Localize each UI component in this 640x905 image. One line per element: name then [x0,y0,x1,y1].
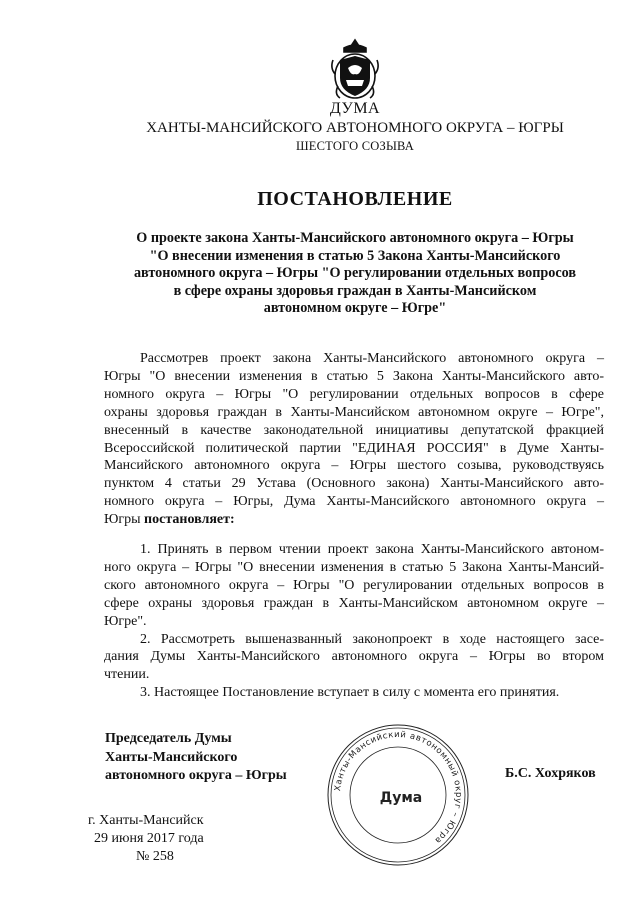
signatory-title-line: Ханты-Мансийского [105,749,238,765]
signatory-name: Б.С. Хохряков [505,766,596,781]
item-line: сфере охраны здоровья граждан в Ханты-Мансийском автономном округе – [104,595,604,611]
item-line: ского автономного округа – Югры "О регулировании отдельных вопросов в [104,577,604,593]
subject-line: автономном округе – Югре" [263,300,447,317]
item-line: 2. Рассмотреть вышеназванный законопроект в ходе настоящего засе- [140,631,604,647]
item-line: Югре". [104,613,147,629]
preamble-line: пунктом 4 статьи 29 Устава (Основного закона) Ханты-Мансийского авто- [104,476,604,492]
document-place: г. Ханты-Мансийск [88,813,204,828]
preamble-line: номного округа – Югры "О регулировании отдельных вопросов в сфере [104,386,604,402]
resolution-items [104,541,604,702]
org-region: ХАНТЫ-МАНСИЙСКОГО АВТОНОМНОГО ОКРУГА – ЮГРЫ [146,120,564,136]
org-convocation: ШЕСТОГО СОЗЫВА [295,139,415,153]
preamble-line: Рассмотрев проект закона Ханты-Мансийского автономного округа – [140,351,604,366]
preamble-line: номного округа – Югры, Дума Ханты-Мансийского автономного округа – [104,494,604,510]
preamble-line: внесенный в качестве законодательной инициативы депутатской фракцией [104,422,604,438]
org-name: ДУМА [329,100,381,117]
document-date: 29 июня 2017 года [94,831,204,846]
item-line: 3. Настоящее Постановление вступает в силу с момента его принятия. [140,685,560,701]
subject-line: "О внесении изменения в статью 5 Закона Ханты-Мансийского [149,247,561,264]
preamble-last-text: Югры [104,512,145,528]
signatory-title [105,730,287,786]
preamble-line: Мансийского автономного округа – Югры шестого созыва, руководствуясь [104,458,604,474]
subject-line: в сфере охраны здоровья граждан в Ханты-Мансийском [173,282,537,299]
item-line: 1. Принять в первом чтении проект закона Ханты-Мансийского автоном- [140,542,604,557]
document-title: ПОСТАНОВЛЕНИЕ [257,188,453,210]
resolves-keyword: постановляет: [144,512,235,528]
preamble-paragraph [104,350,604,529]
signatory-title-line: автономного округа – Югры [105,768,287,783]
seal-center-text: Дума [379,790,423,806]
signatory-title-line: Председатель Думы [105,731,232,746]
item-line: дания Думы Ханты-Мансийского автономного округа – Югры во втором [104,649,604,665]
coat-of-arms-icon [326,38,384,102]
item-line: чтении. [104,667,150,683]
preamble-line: охраны здоровья граждан в Ханты-Мансийском автономном округе – Югре", [104,404,604,420]
official-seal-icon [323,720,473,870]
subject-line: автономного округа – Югры "О регулировании отдельных вопросов [133,265,577,282]
subject-line: О проекте закона Ханты-Мансийского автономного округа – Югры [136,230,574,246]
preamble-line: Югры "О внесении изменения в статью 5 Закона Ханты-Мансийского авто- [104,368,604,384]
preamble-line: Всероссийской политической партии "ЕДИНАЯ РОССИЯ" в Думе Ханты- [104,440,604,456]
document-subject [90,230,620,318]
document-number: № 258 [136,849,174,864]
document-place-date [88,812,204,866]
item-line: ного округа – Югры "О внесении изменения в статью 5 Закона Ханты-Мансий- [104,559,604,575]
preamble-line-final [104,511,604,529]
seal-ring-text: Ханты-Мансийский автономный округ – Югра [333,729,464,846]
